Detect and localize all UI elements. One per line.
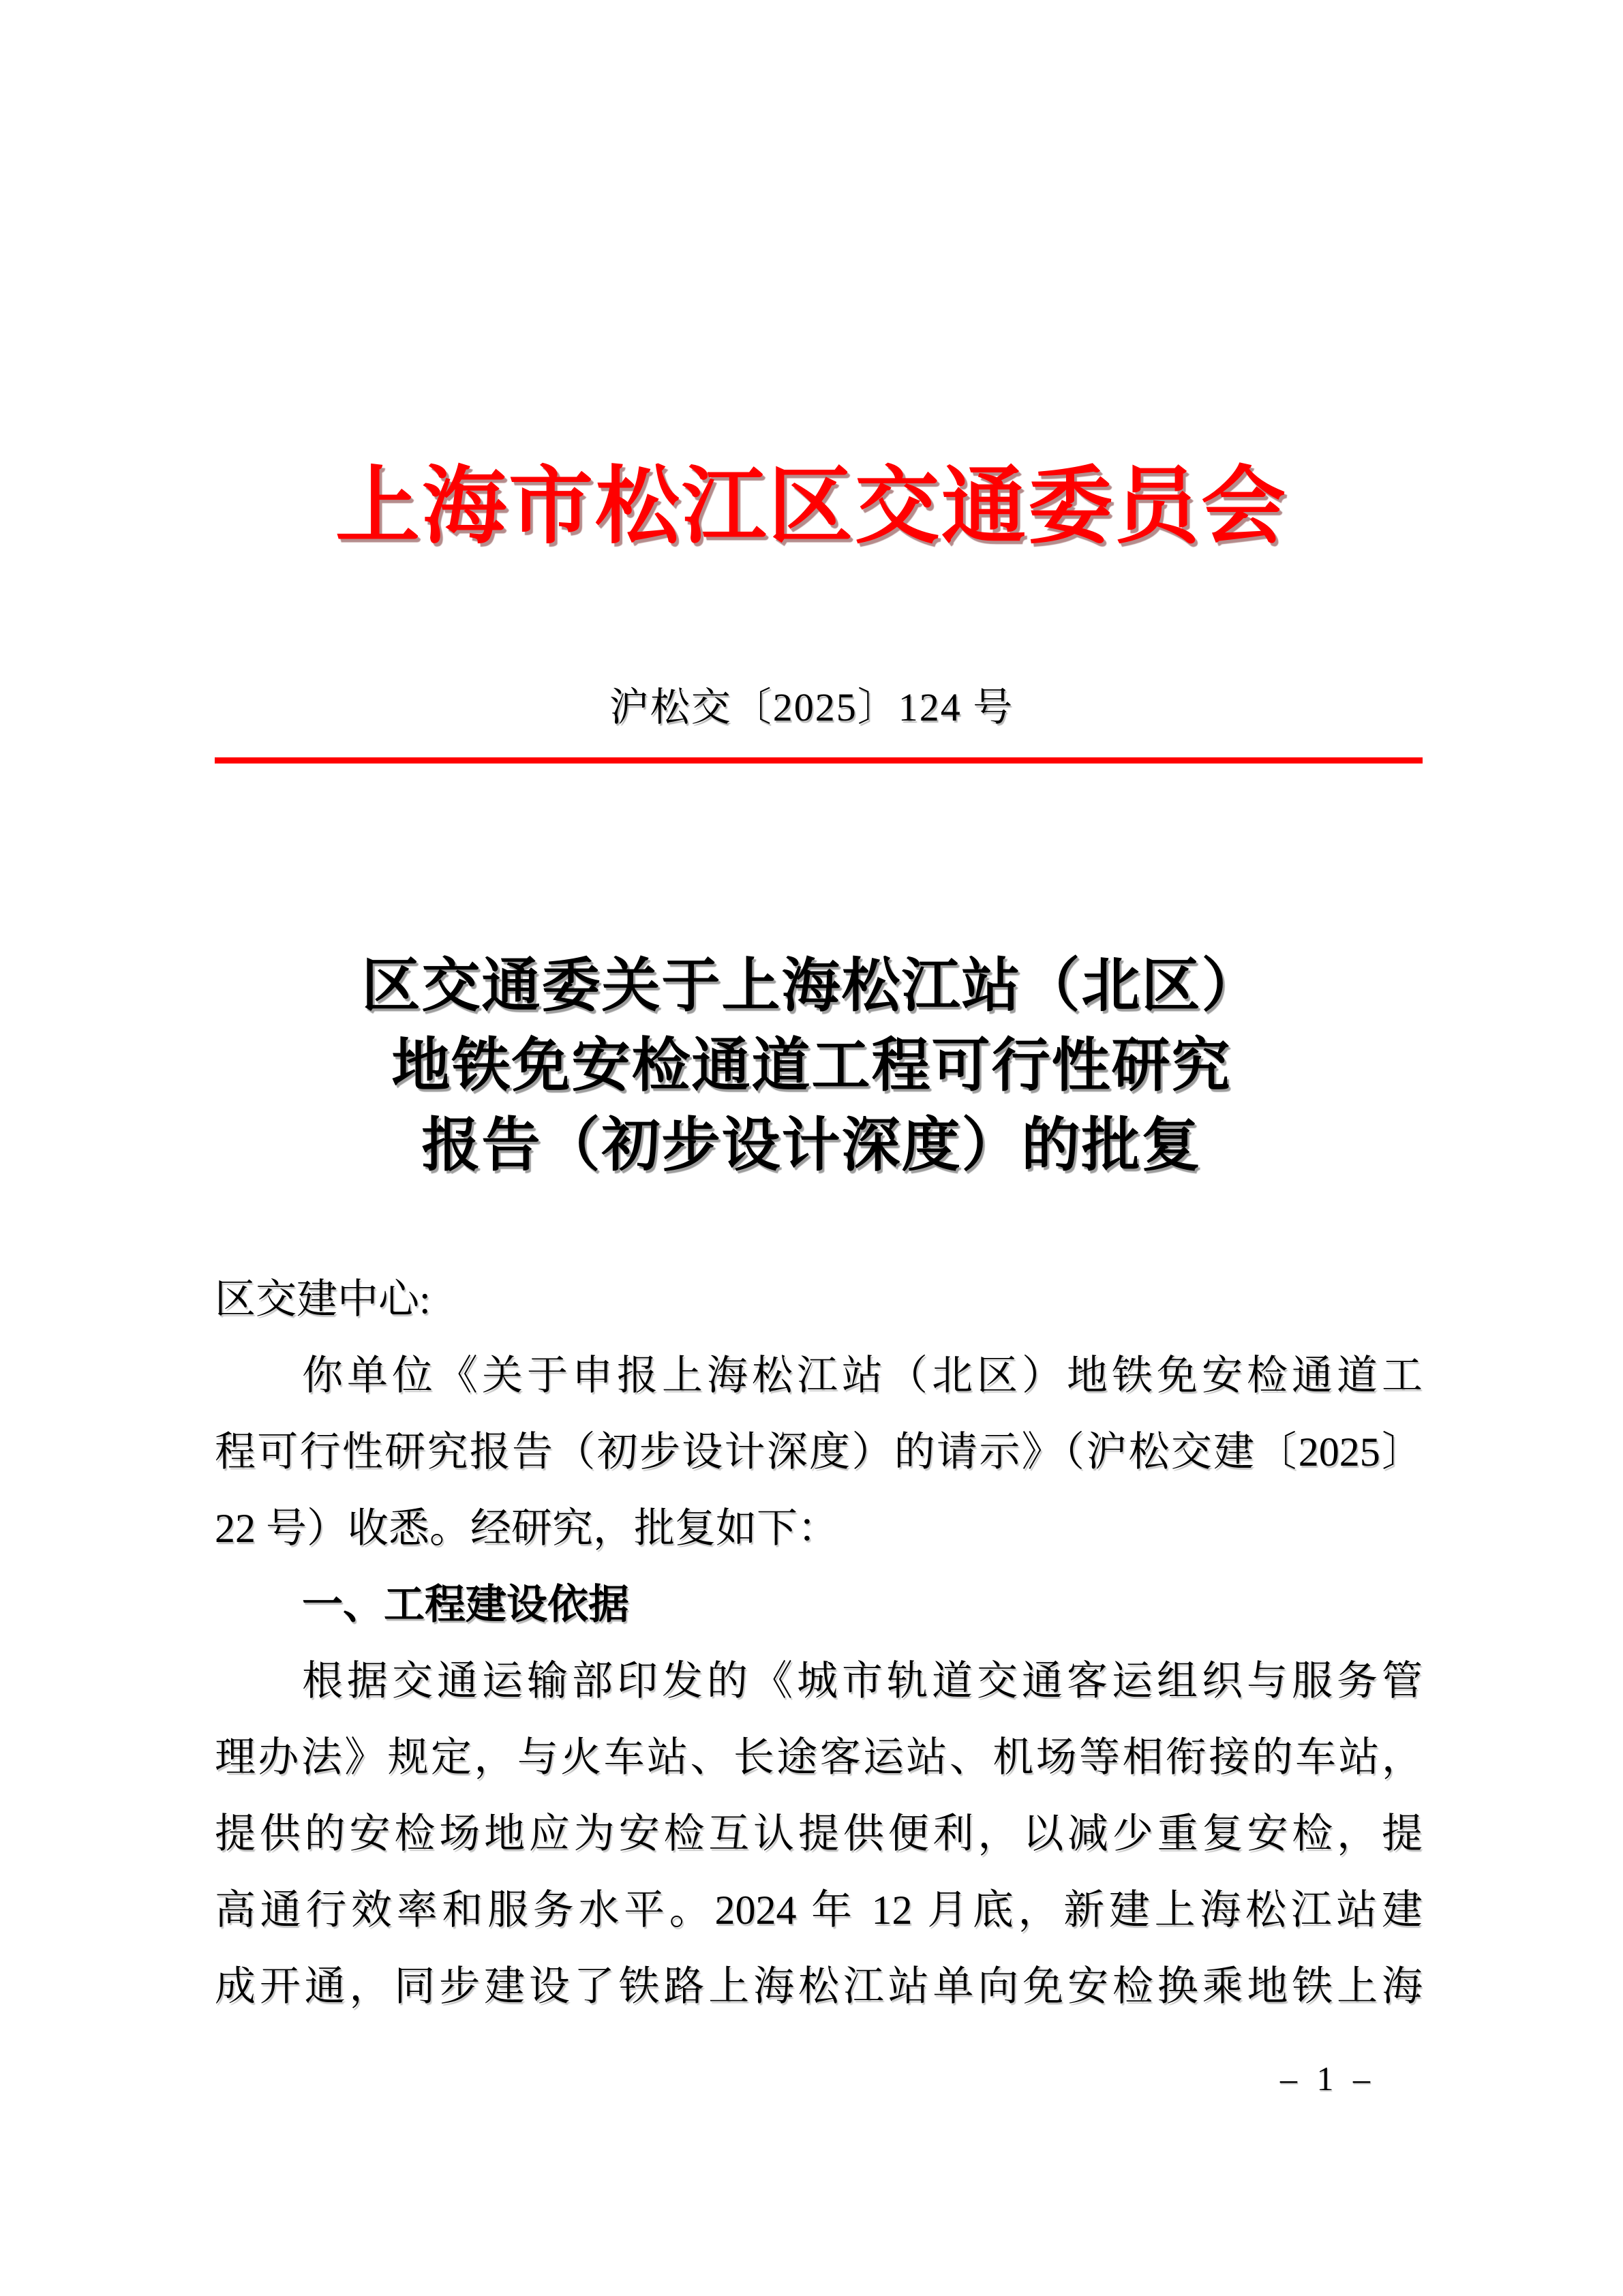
body-line: 根据交通运输部印发的《城市轨道交通客运组织与服务管 (302, 1659, 1423, 1704)
document-title (0, 946, 1623, 1185)
body-line: 理办法》规定，与火车站、长途客运站、机场等相衔接的车站， (215, 1735, 1423, 1780)
document-title-line-2: 地铁免安检通道工程可行性研究 (391, 1033, 1232, 1098)
agency-title: 上海市松江区交通委员会 (335, 460, 1288, 554)
body-line: 程可行性研究报告（初步设计深度）的请示》（沪松交建〔2025〕 (215, 1430, 1423, 1475)
document-body (215, 1261, 1423, 2025)
body-line: 成开通，同步建设了铁路上海松江站单向免安检换乘地铁上海 (215, 1964, 1423, 2009)
salutation: 区交建中心: (215, 1277, 431, 1322)
section-heading: 一、工程建设依据 (302, 1582, 629, 1627)
body-line: 高通行效率和服务水平。2024 年 12 月底，新建上海松江站建 (215, 1888, 1423, 1933)
body-line: 你单位《关于申报上海松江站（北区）地铁免安检通道工 (302, 1353, 1423, 1398)
body-line: 22 号）收悉。经研究，批复如下： (215, 1506, 838, 1551)
document-title-line-3: 报告（初步设计深度）的批复 (421, 1113, 1202, 1178)
doc-number: 沪松交〔2025〕124 号 (609, 685, 1014, 729)
page-number: – 1 – (1280, 2059, 1376, 2098)
red-divider-line (215, 757, 1423, 764)
document-title-line-1: 区交通委关于上海松江站（北区） (361, 953, 1262, 1018)
body-line: 提供的安检场地应为安检互认提供便利，以减少重复安检，提 (215, 1811, 1423, 1856)
